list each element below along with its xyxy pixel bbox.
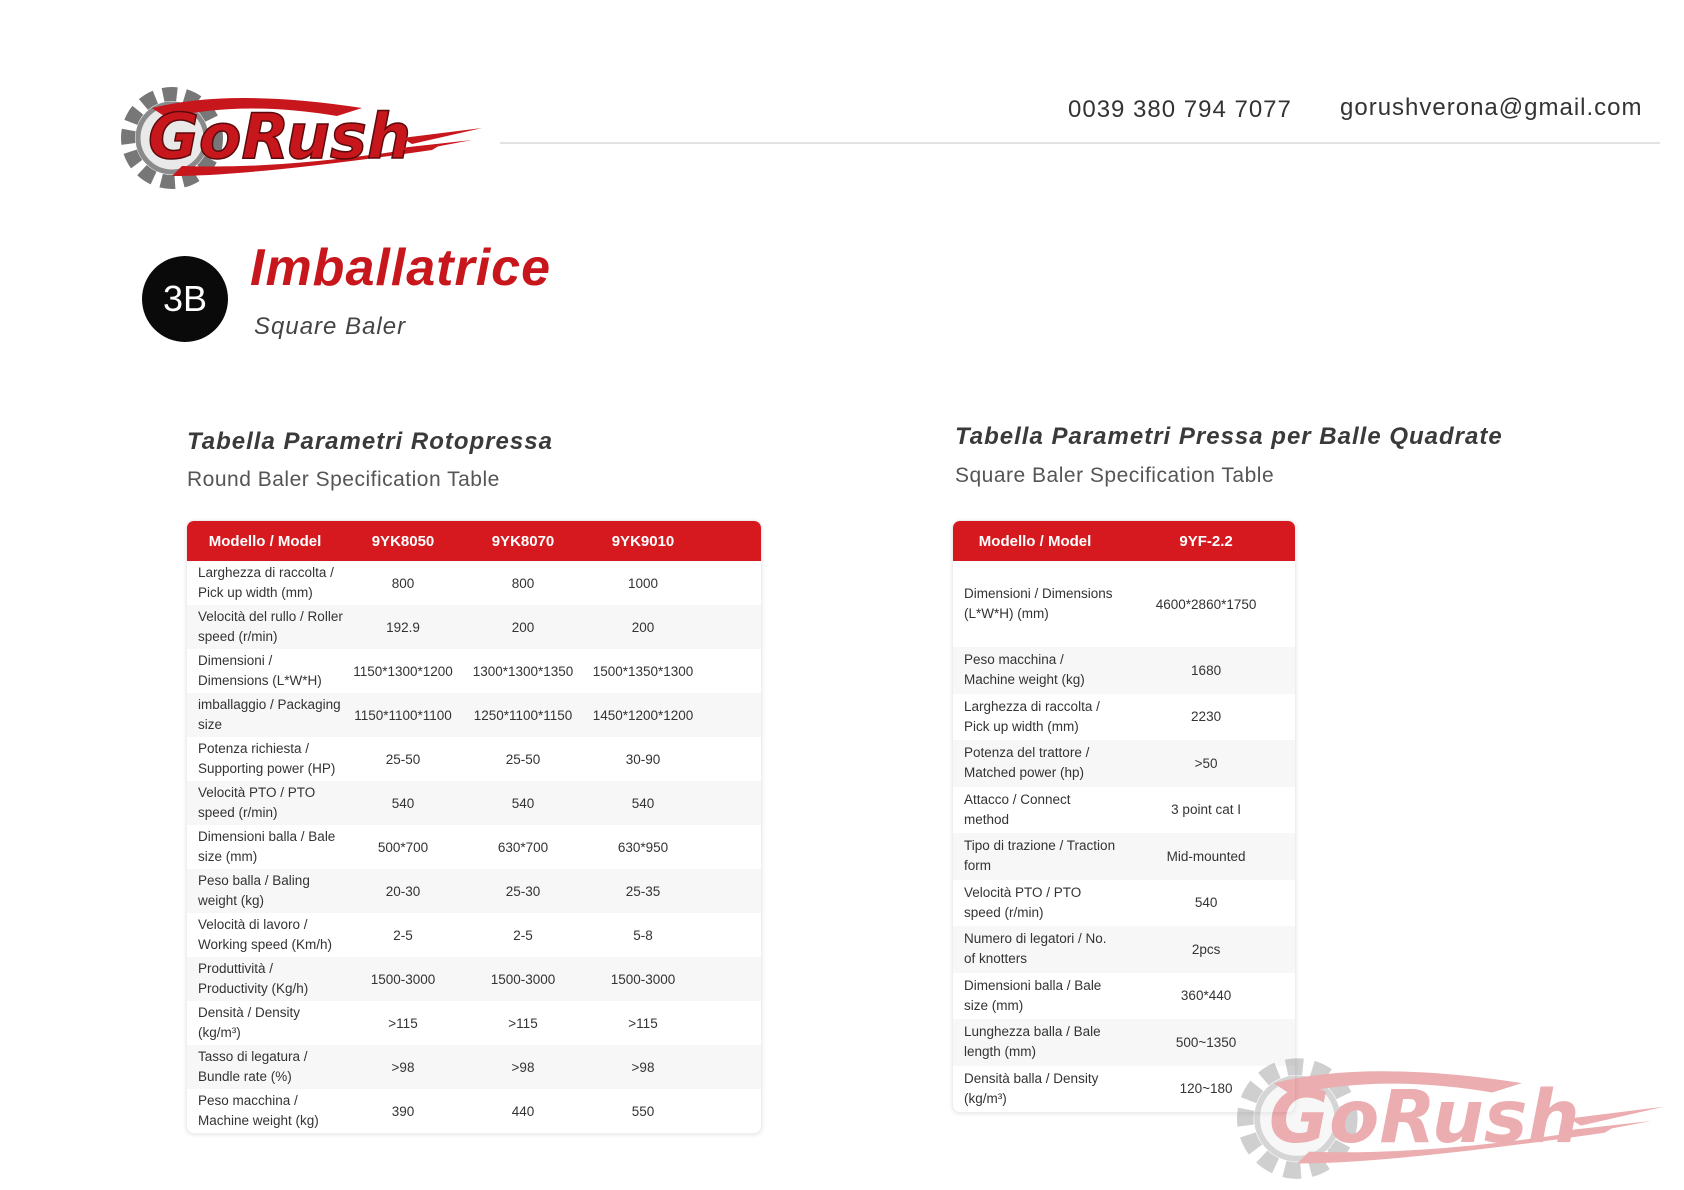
table-header <box>953 521 1295 561</box>
row-label: Velocità di lavoro / Working speed (Km/h) <box>198 917 333 952</box>
table-row <box>187 869 761 913</box>
table-row <box>187 649 761 693</box>
svg-text:GoRush: GoRush <box>148 100 412 173</box>
row-value: 630*700 <box>497 839 549 855</box>
table-row <box>187 693 761 737</box>
row-value: 1000 <box>627 575 659 591</box>
table-row <box>187 1089 761 1133</box>
column-header: Modello / Model <box>978 532 1092 550</box>
row-value: 360*440 <box>1180 988 1232 1004</box>
row-value: 25-50 <box>505 751 541 767</box>
table-row <box>953 880 1295 927</box>
round-baler-spec-table <box>186 520 762 1134</box>
table-row <box>953 561 1295 647</box>
table-row <box>953 833 1295 880</box>
row-label: Dimensioni balla / Bale size (mm) <box>964 977 1102 1013</box>
table-row <box>187 825 761 869</box>
column-header: 9YK8050 <box>371 532 435 550</box>
row-value: 25-50 <box>385 751 421 767</box>
row-label: Potenza richiesta / Supporting power (HP) <box>198 741 336 776</box>
table-body <box>953 561 1295 1112</box>
row-label: Dimensioni / Dimensions (L*W*H) <box>198 653 322 688</box>
round-table-title: Tabella Parametri Rotopressa <box>187 428 553 455</box>
square-table-subtitle: Square Baler Specification Table <box>955 464 1275 487</box>
row-label: Attacco / Connect method <box>964 791 1071 827</box>
row-value: 800 <box>391 575 415 591</box>
gorush-logo <box>112 80 482 190</box>
row-value: 1150*1300*1200 <box>353 663 453 679</box>
column-header: 9YF-2.2 <box>1179 532 1233 550</box>
table-row <box>187 781 761 825</box>
row-value: 1500-3000 <box>490 971 556 987</box>
svg-text:GoRush: GoRush <box>1268 1075 1580 1161</box>
column-header: 9YK8070 <box>491 532 555 550</box>
row-value: 200 <box>631 619 655 635</box>
table-row <box>953 787 1295 834</box>
row-value: >98 <box>391 1059 415 1075</box>
row-value: 540 <box>1194 895 1218 911</box>
table-row <box>187 561 761 605</box>
row-value: 800 <box>511 575 535 591</box>
section-title: Imballatrice <box>250 239 552 297</box>
row-label: Numero di legatori / No. of knotters <box>964 931 1107 967</box>
row-label: Velocità del rullo / Roller speed (r/min) <box>198 609 343 644</box>
row-value: 2230 <box>1191 709 1222 725</box>
table-row <box>953 973 1295 1020</box>
row-value: 550 <box>631 1103 655 1119</box>
row-value: >98 <box>631 1059 655 1075</box>
row-value: 1450*1200*1200 <box>592 707 694 723</box>
row-value: 2-5 <box>393 927 413 943</box>
column-header: Modello / Model <box>208 532 322 550</box>
table-row <box>953 926 1295 973</box>
row-value: 500*700 <box>377 839 429 855</box>
row-label: Tasso di legatura / Bundle rate (%) <box>198 1049 308 1084</box>
row-value: 1300*1300*1350 <box>472 663 574 679</box>
row-value: 1150*1100*1100 <box>354 707 452 723</box>
row-value: >98 <box>511 1059 535 1075</box>
row-label: Tipo di trazione / Traction form <box>964 838 1116 874</box>
row-value: 30-90 <box>625 751 661 767</box>
row-value: 2-5 <box>513 927 533 943</box>
row-label: Produttività / Productivity (Kg/h) <box>198 961 309 996</box>
table-row <box>953 647 1295 694</box>
row-value: >115 <box>388 1015 418 1031</box>
row-value: 120~180 <box>1179 1081 1233 1097</box>
contact-email[interactable]: gorushverona@gmail.com <box>1340 94 1643 121</box>
table-row <box>187 605 761 649</box>
row-label: Potenza del trattore / Matched power (hp) <box>964 745 1090 781</box>
table-row <box>187 1001 761 1045</box>
row-value: 2pcs <box>1191 941 1221 957</box>
square-baler-spec-table <box>952 520 1296 1113</box>
row-value: 4600*2860*1750 <box>1155 596 1257 612</box>
row-value: 25-30 <box>505 883 541 899</box>
row-value: 3 point cat I <box>1171 802 1241 818</box>
row-label: Velocità PTO / PTO speed (r/min) <box>198 785 316 820</box>
column-header: 9YK9010 <box>611 532 675 550</box>
row-value: >115 <box>628 1015 658 1031</box>
table-row <box>953 740 1295 787</box>
row-label: Peso macchina / Machine weight (kg) <box>198 1093 319 1128</box>
row-value: 20-30 <box>385 883 421 899</box>
row-value: 5-8 <box>633 927 653 943</box>
table-body <box>187 561 761 1133</box>
square-table-title: Tabella Parametri Pressa per Balle Quadrate <box>955 423 1503 450</box>
contact-phone[interactable]: 0039 380 794 7077 <box>1068 96 1292 123</box>
row-label: Larghezza di raccolta / Pick up width (mm) <box>198 565 334 600</box>
table-row <box>187 1045 761 1089</box>
table-row <box>953 694 1295 741</box>
section-number-badge: 3B <box>142 256 228 342</box>
row-label: imballaggio / Packaging size <box>198 697 341 732</box>
table-header <box>187 521 761 561</box>
row-value: 500~1350 <box>1175 1034 1237 1050</box>
row-value: 540 <box>391 795 415 811</box>
row-value: 630*950 <box>617 839 669 855</box>
row-label: Peso macchina / Machine weight (kg) <box>964 652 1085 688</box>
gorush-watermark-logo <box>1225 1050 1665 1180</box>
row-label: Dimensioni balla / Bale size (mm) <box>198 829 336 864</box>
row-label: Larghezza di raccolta / Pick up width (mm) <box>964 698 1100 734</box>
header-divider <box>500 142 1660 144</box>
row-value: 1250*1100*1150 <box>473 707 573 723</box>
row-label: Densità / Density (kg/m³) <box>198 1005 301 1040</box>
row-value: Mid-mounted <box>1166 848 1246 864</box>
table-row <box>187 913 761 957</box>
row-value: >115 <box>508 1015 538 1031</box>
row-label: Lunghezza balla / Bale length (mm) <box>964 1024 1101 1060</box>
row-value: 192.9 <box>386 619 420 635</box>
table-row <box>187 957 761 1001</box>
row-value: 1500*1350*1300 <box>592 663 694 679</box>
row-label: Peso balla / Baling weight (kg) <box>198 873 310 908</box>
row-value: 25-35 <box>625 883 661 899</box>
row-value: 540 <box>511 795 535 811</box>
row-value: 1500-3000 <box>610 971 676 987</box>
row-value: >50 <box>1194 755 1218 771</box>
row-value: 440 <box>511 1103 535 1119</box>
row-value: 200 <box>511 619 535 635</box>
row-value: 1500-3000 <box>370 971 436 987</box>
row-label: Dimensioni / Dimensions (L*W*H) (mm) <box>964 586 1113 621</box>
row-value: 1680 <box>1191 662 1222 678</box>
row-label: Velocità PTO / PTO speed (r/min) <box>964 884 1082 920</box>
row-value: 540 <box>631 795 655 811</box>
table-row <box>187 737 761 781</box>
row-value: 390 <box>391 1103 415 1119</box>
row-label: Densità balla / Density (kg/m³) <box>964 1070 1099 1106</box>
section-subtitle: Square Baler <box>254 313 407 340</box>
round-table-subtitle: Round Baler Specification Table <box>187 468 500 491</box>
